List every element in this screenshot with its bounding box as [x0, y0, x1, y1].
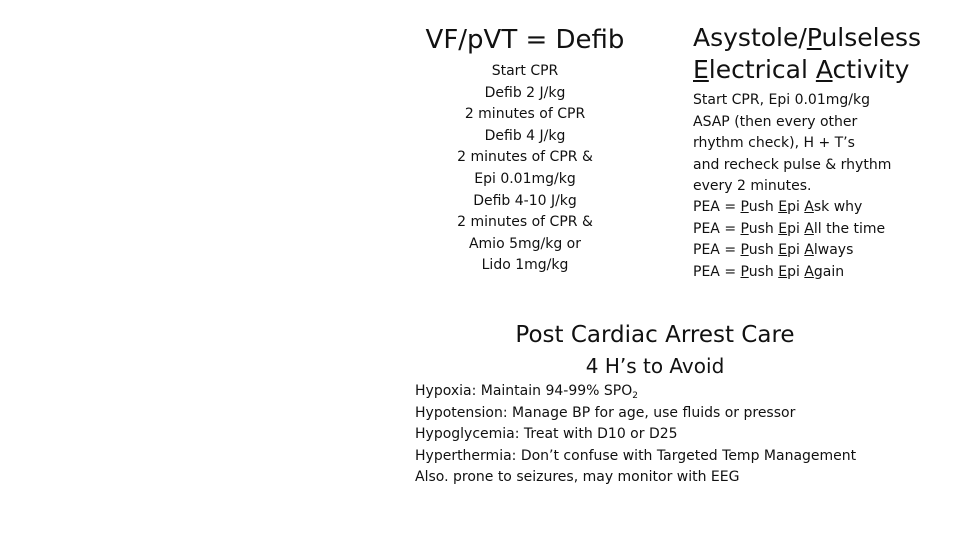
- pea-title-part: Asystole/: [693, 23, 807, 52]
- pea-title-initial: A: [815, 55, 833, 84]
- post-care-title: Post Cardiac Arrest Care: [515, 322, 795, 348]
- mnemonic-item: [693, 262, 955, 284]
- pea-title-part: ulseless: [821, 23, 922, 52]
- pea-title-part: lectrical: [708, 55, 816, 84]
- mnemonic-item: [693, 197, 955, 219]
- mnemonic-word: ll the time: [813, 220, 886, 237]
- text-line: and recheck pulse & rhythm: [693, 156, 892, 173]
- subscript: 2: [632, 391, 638, 401]
- post-care-subtitle: 4 H’s to Avoid: [585, 354, 725, 378]
- list-item: [415, 381, 955, 403]
- mnemonic-word: ush: [748, 242, 779, 259]
- text-line: every 2 minutes.: [693, 178, 812, 195]
- mnemonic-initial: A: [804, 220, 814, 237]
- mnemonic-prefix: PEA =: [693, 242, 741, 259]
- mnemonic-initial: E: [778, 220, 788, 237]
- hypoxia-text: Hypoxia: Maintain 94-99% SPO: [415, 383, 633, 399]
- mnemonic-word: ush: [748, 220, 779, 237]
- mnemonic-initial: A: [804, 199, 814, 215]
- list-item: Hyperthermia: Don’t confuse with Targeted Temp Management: [415, 447, 857, 464]
- mnemonic-initial: A: [804, 242, 814, 259]
- mnemonic-initial: A: [804, 263, 814, 280]
- text-line: rhythm check), H + T’s: [693, 135, 855, 152]
- mnemonic-prefix: PEA =: [693, 199, 741, 215]
- mnemonic-prefix: PEA =: [693, 220, 741, 237]
- mnemonic-initial: P: [740, 220, 749, 237]
- hs-to-avoid-list: [415, 381, 955, 489]
- mnemonic-prefix: PEA =: [693, 263, 741, 280]
- list-item: 2 minutes of CPR &: [457, 149, 593, 166]
- mnemonic-word: pi: [787, 263, 805, 280]
- text-line: ASAP (then every other: [693, 113, 858, 130]
- mnemonic-word: sk why: [813, 199, 863, 215]
- pea-title-part: ctivity: [832, 55, 910, 84]
- mnemonic-word: pi: [787, 220, 805, 237]
- pea-title-initial: E: [693, 55, 709, 84]
- mnemonic-item: [693, 219, 955, 241]
- mnemonic-word: ush: [748, 263, 779, 280]
- mnemonic-word: pi: [787, 242, 805, 259]
- mnemonic-initial: P: [740, 263, 749, 280]
- list-item: Hypotension: Manage BP for age, use fluids or pressor: [415, 404, 796, 421]
- mnemonic-item: [693, 240, 955, 262]
- list-item: Defib 4-10 J/kg: [473, 192, 577, 209]
- mnemonic-initial: E: [778, 199, 788, 215]
- list-item: Also. prone to seizures, may monitor with EEG: [415, 469, 740, 486]
- pea-title: [693, 22, 955, 86]
- list-item: Epi 0.01mg/kg: [474, 170, 576, 187]
- mnemonic-word: pi: [787, 199, 805, 215]
- list-item: Amio 5mg/kg or: [468, 235, 582, 252]
- mnemonic-initial: P: [740, 199, 749, 215]
- vf-steps-list: [410, 61, 640, 277]
- mnemonic-word: gain: [813, 263, 845, 280]
- pea-mnemonics-list: [693, 197, 955, 283]
- mnemonic-initial: P: [740, 242, 749, 259]
- mnemonic-word: ush: [748, 199, 779, 215]
- list-item: 2 minutes of CPR &: [457, 214, 593, 231]
- mnemonic-word: lways: [813, 242, 854, 259]
- list-item: Hypoglycemia: Treat with D10 or D25: [415, 426, 678, 443]
- mnemonic-initial: E: [778, 263, 788, 280]
- list-item: Lido 1mg/kg: [481, 257, 569, 274]
- pea-instructions: [693, 90, 955, 198]
- mnemonic-initial: E: [778, 242, 788, 259]
- pea-title-initial: P: [806, 23, 822, 52]
- list-item: 2 minutes of CPR: [464, 106, 586, 123]
- list-item: Defib 4 J/kg: [484, 127, 566, 144]
- list-item: Defib 2 J/kg: [484, 84, 566, 101]
- list-item: Start CPR: [491, 63, 559, 79]
- vf-title: VF/pVT = Defib: [425, 25, 625, 55]
- text-line: Start CPR, Epi 0.01mg/kg: [693, 92, 870, 108]
